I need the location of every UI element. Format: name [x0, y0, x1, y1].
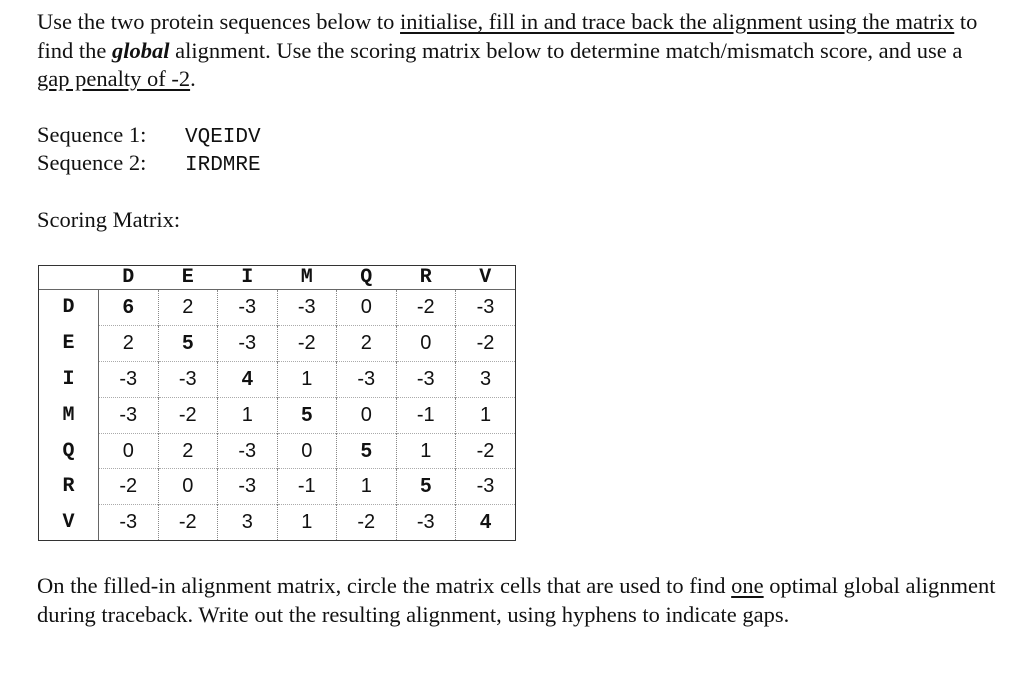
matrix-cell: 1 [456, 397, 516, 433]
matrix-cell: 1 [277, 505, 337, 540]
matrix-row [39, 361, 515, 397]
matrix-cell: -3 [218, 469, 278, 505]
matrix-cell: -2 [99, 469, 159, 505]
traceback-instructions [37, 572, 997, 629]
matrix-col-header: D [99, 266, 159, 290]
sequence-1-value: VQEIDV [185, 126, 261, 149]
scoring-matrix-table [39, 266, 515, 540]
matrix-cell: 6 [99, 290, 159, 326]
matrix-cell: -2 [158, 505, 218, 540]
traceback-text-2: optimal global alignment during traceback. Write out the resulting alignment, using hyphens to indicate gaps. [37, 573, 996, 627]
matrix-cell: -2 [456, 433, 516, 469]
matrix-col-header: M [277, 266, 337, 290]
instructions-text-3: alignment. Use the scoring matrix below to determine match/mismatch score, and use a [169, 37, 963, 63]
instructions-underlined-1: initialise, fill in and trace back the alignment using the matrix [400, 9, 955, 34]
sequence-1-label: Sequence 1: [37, 122, 147, 147]
matrix-cell: -1 [277, 469, 337, 505]
matrix-cell: -2 [456, 325, 516, 361]
matrix-corner [39, 266, 99, 290]
matrix-row-header: Q [39, 433, 99, 469]
matrix-cell: -2 [277, 325, 337, 361]
matrix-col-header: I [218, 266, 278, 290]
matrix-cell: 2 [99, 325, 159, 361]
matrix-cell: 3 [456, 361, 516, 397]
matrix-col-header: Q [337, 266, 397, 290]
matrix-cell: -3 [158, 361, 218, 397]
matrix-cell: -3 [99, 505, 159, 540]
matrix-row-header: R [39, 469, 99, 505]
matrix-cell: 5 [158, 325, 218, 361]
matrix-cell: -3 [396, 505, 456, 540]
sequence-2-label: Sequence 2: [37, 150, 147, 175]
matrix-cell: 1 [396, 433, 456, 469]
matrix-cell: -3 [337, 361, 397, 397]
matrix-cell: -3 [456, 290, 516, 326]
matrix-cell: 0 [337, 290, 397, 326]
matrix-row [39, 325, 515, 361]
sequence-2-row [37, 149, 261, 180]
matrix-cell: -3 [396, 361, 456, 397]
matrix-col-header: R [396, 266, 456, 290]
matrix-cell: 4 [218, 361, 278, 397]
instructions-text-1: Use the two protein sequences below to [37, 9, 401, 34]
traceback-text-1: On the filled-in alignment matrix, circle the matrix cells that are used to find [37, 573, 732, 598]
matrix-row [39, 397, 515, 433]
matrix-cell: 5 [277, 397, 337, 433]
instructions-text-4: . [190, 66, 196, 91]
matrix-cell: -3 [218, 433, 278, 469]
matrix-cell: -1 [396, 397, 456, 433]
traceback-emphasis-one: one [731, 573, 764, 598]
matrix-cell: 2 [158, 290, 218, 326]
matrix-row [39, 469, 515, 505]
matrix-col-header: V [456, 266, 516, 290]
matrix-cell: 2 [158, 433, 218, 469]
matrix-cell: 5 [337, 433, 397, 469]
matrix-cell: -3 [99, 361, 159, 397]
scoring-matrix-title: Scoring Matrix: [37, 207, 181, 232]
matrix-cell: 2 [337, 325, 397, 361]
matrix-row [39, 433, 515, 469]
matrix-row [39, 290, 515, 326]
matrix-cell: 4 [456, 505, 516, 540]
matrix-cell: 0 [99, 433, 159, 469]
matrix-row-header: D [39, 290, 99, 326]
matrix-cell: -2 [396, 290, 456, 326]
matrix-header-row [39, 266, 515, 290]
matrix-cell: 1 [277, 361, 337, 397]
matrix-row-header: I [39, 361, 99, 397]
matrix-cell: -2 [337, 505, 397, 540]
instructions-text-2: to find the [37, 9, 978, 63]
matrix-cell: 5 [396, 469, 456, 505]
matrix-row-header: E [39, 325, 99, 361]
matrix-cell: 1 [218, 397, 278, 433]
matrix-cell: -2 [158, 397, 218, 433]
matrix-cell: -3 [99, 397, 159, 433]
matrix-cell: 0 [277, 433, 337, 469]
scoring-matrix [38, 265, 516, 541]
matrix-cell: 0 [396, 325, 456, 361]
sequence-2-value: IRDMRE [185, 154, 261, 177]
matrix-cell: -3 [277, 290, 337, 326]
matrix-cell: -3 [456, 469, 516, 505]
matrix-cell: 3 [218, 505, 278, 540]
matrix-cell: 1 [337, 469, 397, 505]
sequence-1-row [37, 121, 261, 152]
matrix-cell: 0 [337, 397, 397, 433]
matrix-row-header: M [39, 397, 99, 433]
matrix-col-header: E [158, 266, 218, 290]
instructions-emphasis-global: global [111, 37, 170, 63]
matrix-cell: -3 [218, 290, 278, 326]
matrix-row-header: V [39, 505, 99, 540]
matrix-cell: 0 [158, 469, 218, 505]
matrix-row [39, 505, 515, 540]
instructions-underlined-gap-penalty: gap penalty of -2 [37, 66, 191, 91]
matrix-cell: -3 [218, 325, 278, 361]
instructions-paragraph [37, 8, 997, 94]
